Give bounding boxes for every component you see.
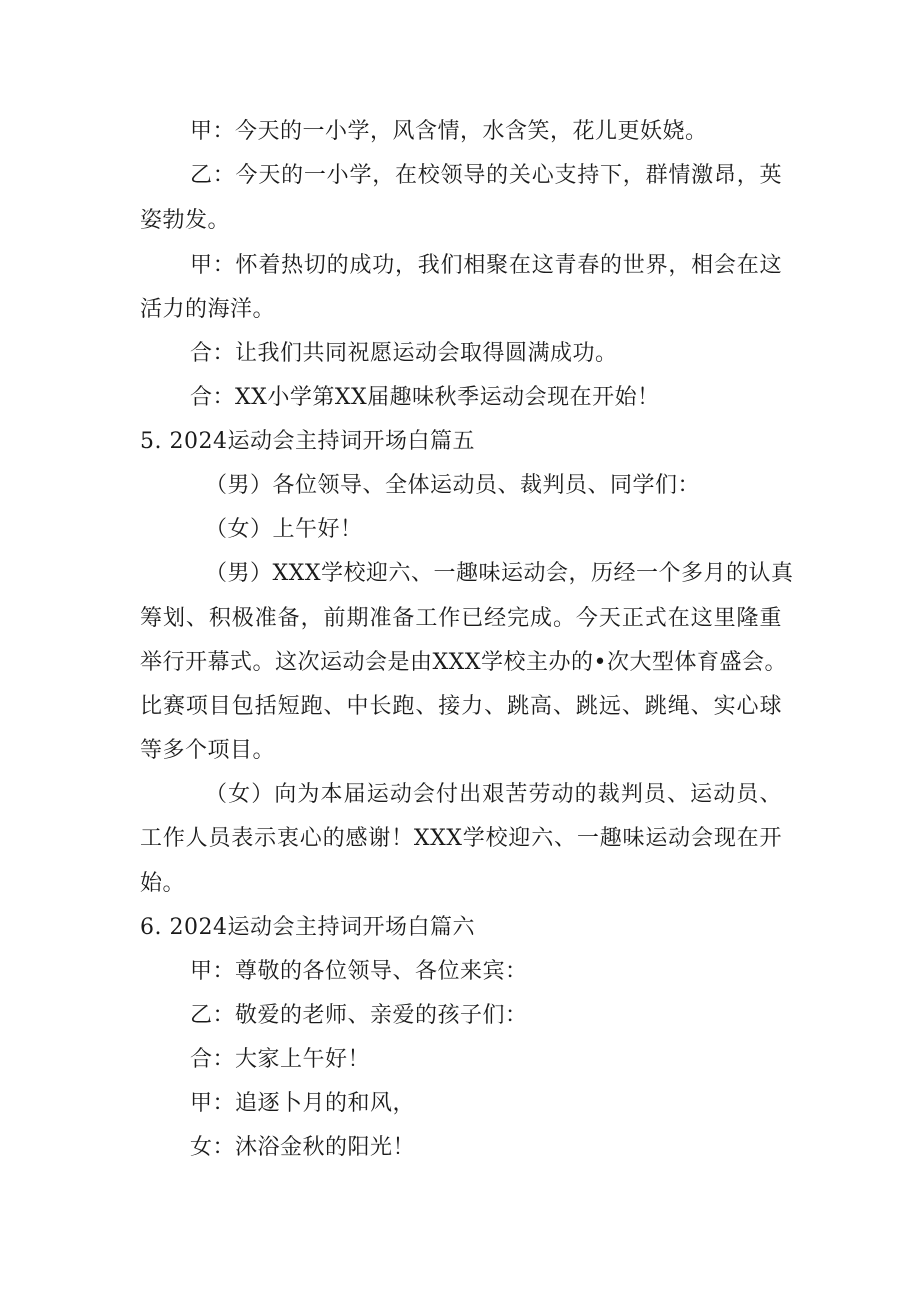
dialogue-line-nv-3: 女：沐浴金秋的阳光！ bbox=[190, 1135, 416, 1160]
dialogue-line-nan-2-cont-1: 筹划、积极准备，前期准备工作已经完成。今天正式在这里隆重 bbox=[140, 606, 782, 631]
dialogue-line-yi-2: 乙：敬爱的老师、亲爱的孩子们： bbox=[190, 1003, 528, 1028]
dialogue-line-nan-2: （男）XXX学校迎六、一趣味运动会，历经一个多月的认真 bbox=[205, 561, 794, 586]
dialogue-line-nan-2-cont-2: 举行开幕式。这次运动会是由XXX学校主办的•次大型体育盛会。 bbox=[140, 650, 787, 675]
section-heading-5: 5. 2024运动会主持词开场白篇五 bbox=[140, 429, 475, 454]
dialogue-line-he-3: 合：大家上午好！ bbox=[190, 1047, 371, 1072]
dialogue-line-jia-3: 甲：尊敬的各位领导、各位来宾： bbox=[190, 959, 528, 984]
dialogue-line-jia-4: 甲：追逐卜月的和风， bbox=[190, 1091, 416, 1116]
dialogue-line-yi-1: 乙：今天的一小学，在校领导的关心支持下，群情激昂，英 bbox=[190, 163, 782, 188]
dialogue-line-nv-2: （女）向为本届运动会付出艰苦劳动的裁判员、运动员、 bbox=[205, 782, 782, 807]
dialogue-line-he-1: 合：让我们共同祝愿运动会取得圆满成功。 bbox=[190, 341, 618, 366]
section-heading-6: 6. 2024运动会主持词开场白篇六 bbox=[140, 915, 475, 940]
dialogue-line-nan-1: （男）各位领导、全体运动员、裁判员、同学们： bbox=[205, 473, 701, 498]
dialogue-line-nv-2-cont-1: 工作人员表示衷心的感谢！XXX学校迎六、一趣味运动会现在开 bbox=[140, 826, 782, 851]
dialogue-line-nv-1: （女）上午好！ bbox=[205, 517, 363, 542]
dialogue-line-jia-2: 甲：怀着热切的成功，我们相聚在这青春的世界，相会在这 bbox=[190, 253, 782, 278]
dialogue-line-nv-2-cont-2: 始。 bbox=[140, 871, 186, 896]
dialogue-line-he-2: 合：XX小学第XX届趣味秋季运动会现在开始！ bbox=[190, 385, 660, 410]
dialogue-line-nan-2-cont-3: 比赛项目包括短跑、中长跑、接力、跳高、跳远、跳绳、实心球 bbox=[140, 694, 782, 719]
dialogue-line-jia-1: 甲：今天的一小学，风含情，水含笑，花儿更妖娆。 bbox=[190, 119, 708, 144]
dialogue-line-nan-2-cont-4: 等多个项目。 bbox=[140, 738, 276, 763]
dialogue-line-yi-1-cont: 姿勃发。 bbox=[140, 208, 231, 233]
dialogue-line-jia-2-cont: 活力的海洋。 bbox=[140, 297, 276, 322]
